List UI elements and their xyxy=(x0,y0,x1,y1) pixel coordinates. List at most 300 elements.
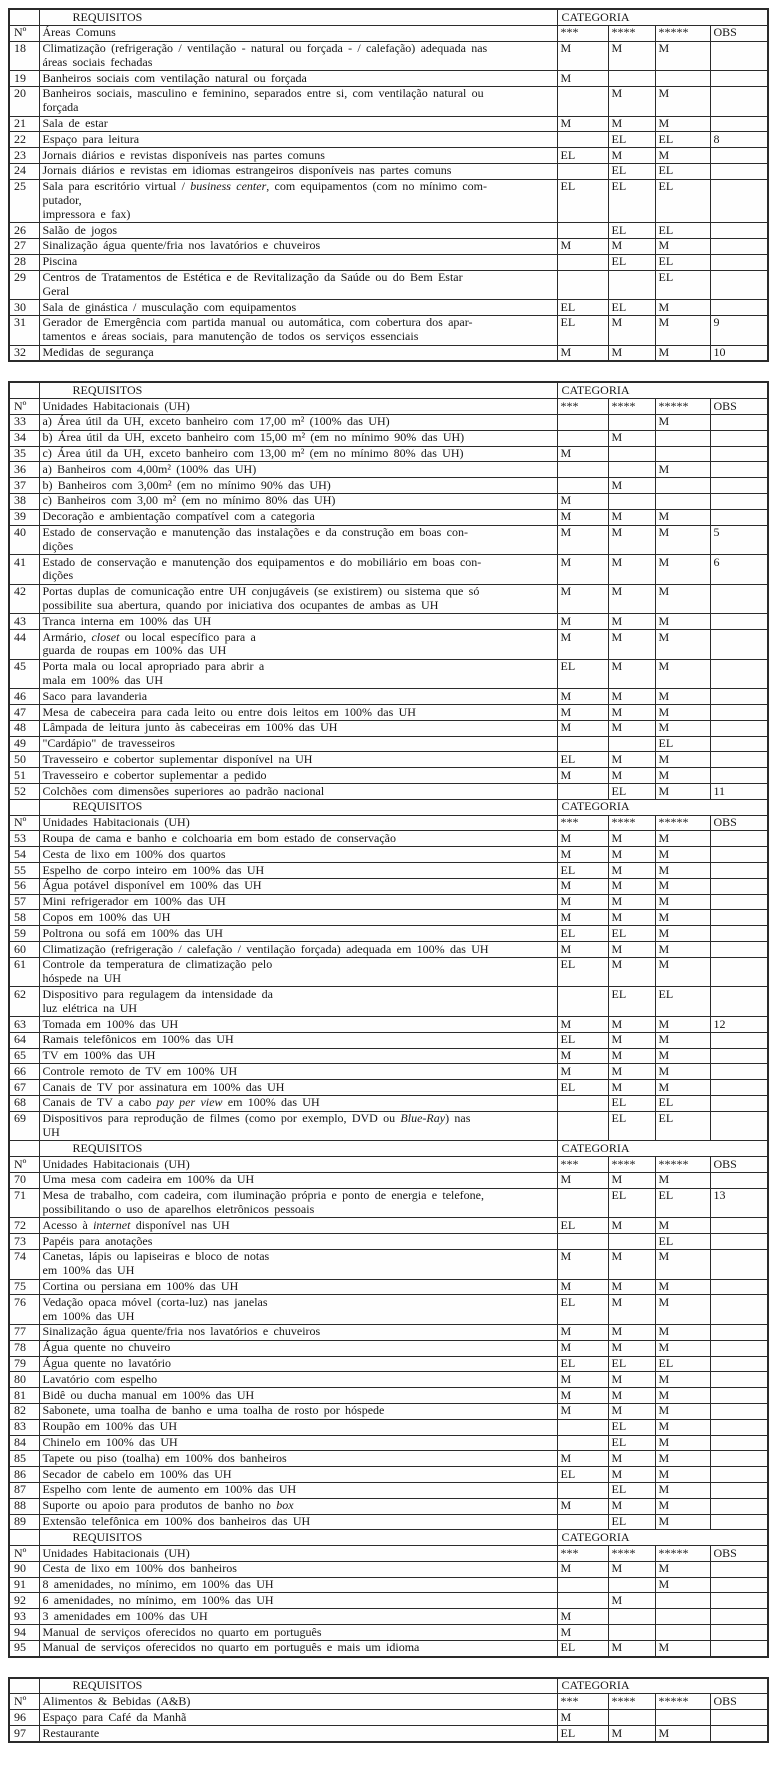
header-group-label: Áreas Comuns xyxy=(39,25,557,41)
cat-5stars-cell xyxy=(655,446,710,462)
header-group-label: Unidades Habitacionais (UH) xyxy=(39,1546,557,1562)
table-row xyxy=(9,630,768,660)
cat-4stars-cell xyxy=(608,493,655,509)
table-row xyxy=(9,1435,768,1451)
requirement-cell: Cesta de lixo em 100% dos quartos xyxy=(39,847,557,863)
cat-3stars-cell xyxy=(557,1188,608,1218)
header-4stars-label: **** xyxy=(608,1694,655,1710)
cat-5stars-cell: M xyxy=(655,689,710,705)
cat-4stars-cell: M xyxy=(608,1064,655,1080)
obs-cell xyxy=(710,584,768,614)
header-num-spacer-cell xyxy=(9,9,39,25)
obs-cell xyxy=(710,254,768,270)
cat-3stars-cell xyxy=(557,987,608,1017)
cat-5stars-cell: M xyxy=(655,1218,710,1234)
requirement-cell: Travesseiro e cobertor suplementar a pedido xyxy=(39,768,557,784)
requirement-cell: Copos em 100% das UH xyxy=(39,910,557,926)
cat-3stars-cell: M xyxy=(557,345,608,361)
obs-cell xyxy=(710,1577,768,1593)
table-row xyxy=(9,1726,768,1742)
cat-5stars-cell: M xyxy=(655,847,710,863)
cat-4stars-cell: M xyxy=(608,1080,655,1096)
header-requisitos-label: REQUISITOS xyxy=(39,1678,557,1694)
cat-4stars-cell: M xyxy=(608,768,655,784)
table-row xyxy=(9,987,768,1017)
header-num-label: Nº xyxy=(9,1157,39,1173)
requirements-table-alimentos-bebidas xyxy=(8,1677,769,1743)
cat-4stars-cell xyxy=(608,1234,655,1250)
table-row xyxy=(9,493,768,509)
requirement-cell: Manual de serviços oferecidos no quarto em português xyxy=(39,1625,557,1641)
cat-3stars-cell: M xyxy=(557,689,608,705)
row-number-cell: 48 xyxy=(9,720,39,736)
obs-cell xyxy=(710,614,768,630)
table-row xyxy=(9,910,768,926)
cat-5stars-cell: M xyxy=(655,1372,710,1388)
cat-5stars-cell: M xyxy=(655,863,710,879)
cat-3stars-cell: EL xyxy=(557,1218,608,1234)
cat-3stars-cell: M xyxy=(557,41,608,71)
cat-4stars-cell: M xyxy=(608,1249,655,1279)
row-number-cell: 40 xyxy=(9,525,39,555)
cat-3stars-cell: M xyxy=(557,1279,608,1295)
cat-5stars-cell: M xyxy=(655,705,710,721)
cat-5stars-cell: M xyxy=(655,1017,710,1033)
cat-4stars-cell xyxy=(608,446,655,462)
header-requisitos-label: REQUISITOS xyxy=(39,382,557,398)
obs-cell xyxy=(710,720,768,736)
cat-3stars-cell: M xyxy=(557,1710,608,1726)
header-3stars-label: *** xyxy=(557,1157,608,1173)
obs-cell: 6 xyxy=(710,555,768,585)
row-number-cell: 84 xyxy=(9,1435,39,1451)
cat-3stars-cell: M xyxy=(557,238,608,254)
table-row xyxy=(9,1111,768,1141)
requirement-cell: Armário, closet ou local específico para a guarda de roupas em 100% das UH xyxy=(39,630,557,660)
row-number-cell: 27 xyxy=(9,238,39,254)
cat-4stars-cell: EL xyxy=(608,1188,655,1218)
table-row xyxy=(9,878,768,894)
cat-3stars-cell: EL xyxy=(557,1467,608,1483)
row-number-cell: 60 xyxy=(9,942,39,958)
requirement-cell: Sala de ginástica / musculação com equipamentos xyxy=(39,300,557,316)
header-obs-label: OBS xyxy=(710,1694,768,1710)
header-4stars-label: **** xyxy=(608,25,655,41)
requirement-cell: Espelho de corpo inteiro em 100% das UH xyxy=(39,863,557,879)
requirements-table-unidades-habitacionais xyxy=(8,381,769,1657)
cat-3stars-cell: EL xyxy=(557,863,608,879)
obs-cell xyxy=(710,752,768,768)
row-number-cell: 37 xyxy=(9,478,39,494)
column-header-row xyxy=(9,1157,768,1173)
cat-3stars-cell xyxy=(557,414,608,430)
cat-5stars-cell: M xyxy=(655,1249,710,1279)
requirement-cell: Vedação opaca móvel (corta-luz) nas janelas em 100% das UH xyxy=(39,1295,557,1325)
header-num-label: Nº xyxy=(9,815,39,831)
row-number-cell: 25 xyxy=(9,179,39,222)
obs-cell xyxy=(710,1609,768,1625)
cat-5stars-cell xyxy=(655,1710,710,1726)
requirement-cell: Dispositivo para regulagem da intensidade da luz elétrica na UH xyxy=(39,987,557,1017)
cat-4stars-cell: M xyxy=(608,1340,655,1356)
cat-5stars-cell: EL xyxy=(655,1356,710,1372)
requirement-cell: Piscina xyxy=(39,254,557,270)
row-number-cell: 93 xyxy=(9,1609,39,1625)
obs-cell xyxy=(710,1340,768,1356)
cat-5stars-cell xyxy=(655,1609,710,1625)
cat-4stars-cell: M xyxy=(608,1048,655,1064)
cat-5stars-cell: M xyxy=(655,1467,710,1483)
requirement-cell: Dispositivos para reprodução de filmes (como por exemplo, DVD ou Blue-Ray) nas UH xyxy=(39,1111,557,1141)
cat-4stars-cell: M xyxy=(608,1467,655,1483)
cat-3stars-cell xyxy=(557,132,608,148)
table-row xyxy=(9,1218,768,1234)
table-row xyxy=(9,71,768,87)
table-row xyxy=(9,1514,768,1530)
requirement-cell: b) Área útil da UH, exceto banheiro com 15,00 m² (em no mínimo 90% das UH) xyxy=(39,430,557,446)
cat-3stars-cell: M xyxy=(557,1372,608,1388)
table-row xyxy=(9,1295,768,1325)
cat-3stars-cell: M xyxy=(557,525,608,555)
table-row xyxy=(9,1561,768,1577)
row-number-cell: 79 xyxy=(9,1356,39,1372)
cat-3stars-cell xyxy=(557,1435,608,1451)
row-number-cell: 36 xyxy=(9,462,39,478)
row-number-cell: 86 xyxy=(9,1467,39,1483)
cat-5stars-cell: M xyxy=(655,1340,710,1356)
table-row xyxy=(9,116,768,132)
requirement-cell: Sala de estar xyxy=(39,116,557,132)
table-row xyxy=(9,148,768,164)
cat-4stars-cell: M xyxy=(608,116,655,132)
obs-cell xyxy=(710,831,768,847)
cat-5stars-cell: M xyxy=(655,614,710,630)
row-number-cell: 59 xyxy=(9,926,39,942)
cat-5stars-cell: M xyxy=(655,555,710,585)
obs-cell xyxy=(710,1419,768,1435)
requirement-cell: 3 amenidades em 100% das UH xyxy=(39,1609,557,1625)
header-obs-label: OBS xyxy=(710,399,768,415)
row-number-cell: 61 xyxy=(9,957,39,987)
obs-cell xyxy=(710,987,768,1017)
row-number-cell: 64 xyxy=(9,1032,39,1048)
obs-cell xyxy=(710,163,768,179)
cat-5stars-cell: M xyxy=(655,1577,710,1593)
cat-5stars-cell: M xyxy=(655,238,710,254)
table-row xyxy=(9,1609,768,1625)
row-number-cell: 19 xyxy=(9,71,39,87)
cat-5stars-cell: M xyxy=(655,1388,710,1404)
requirement-cell: Jornais diários e revistas disponíveis nas partes comuns xyxy=(39,148,557,164)
table-row xyxy=(9,1403,768,1419)
cat-5stars-cell xyxy=(655,1625,710,1641)
header-num-spacer-cell xyxy=(9,1141,39,1157)
cat-4stars-cell: M xyxy=(608,41,655,71)
table-row xyxy=(9,1249,768,1279)
obs-cell xyxy=(710,238,768,254)
requirement-cell: c) Banheiros com 3,00 m² (em no mínimo 80% das UH) xyxy=(39,493,557,509)
cat-5stars-cell xyxy=(655,493,710,509)
cat-5stars-cell: M xyxy=(655,1324,710,1340)
requirement-cell: Espaço para leitura xyxy=(39,132,557,148)
cat-3stars-cell: EL xyxy=(557,659,608,689)
obs-cell xyxy=(710,223,768,239)
obs-cell: 11 xyxy=(710,784,768,800)
requirement-cell: Extensão telefônica em 100% dos banheiros das UH xyxy=(39,1514,557,1530)
row-number-cell: 58 xyxy=(9,910,39,926)
requirement-cell: Climatização (refrigeração / ventilação - natural ou forçada - / calefação) adequada nas áreas sociais fechadas xyxy=(39,41,557,71)
cat-3stars-cell: M xyxy=(557,116,608,132)
table-row xyxy=(9,1340,768,1356)
row-number-cell: 34 xyxy=(9,430,39,446)
row-number-cell: 95 xyxy=(9,1640,39,1656)
cat-3stars-cell xyxy=(557,223,608,239)
requirement-cell: Gerador de Emergência com partida manual ou automática, com cobertura dos apar- tamentos e áreas sociais, para manutenção de todos os serviços essenciais xyxy=(39,315,557,345)
row-number-cell: 91 xyxy=(9,1577,39,1593)
cat-3stars-cell xyxy=(557,254,608,270)
row-number-cell: 52 xyxy=(9,784,39,800)
header-group-label: Alimentos & Bebidas (A&B) xyxy=(39,1694,557,1710)
table-row xyxy=(9,223,768,239)
row-number-cell: 47 xyxy=(9,705,39,721)
requirement-cell: Canais de TV por assinatura em 100% das UH xyxy=(39,1080,557,1096)
row-number-cell: 63 xyxy=(9,1017,39,1033)
requirement-cell: Bidê ou ducha manual em 100% das UH xyxy=(39,1388,557,1404)
row-number-cell: 69 xyxy=(9,1111,39,1141)
cat-5stars-cell: M xyxy=(655,525,710,555)
header-obs-label: OBS xyxy=(710,815,768,831)
table-row xyxy=(9,863,768,879)
requirement-cell: Jornais diários e revistas em idiomas estrangeiros disponíveis nas partes comuns xyxy=(39,163,557,179)
requirement-cell: Canais de TV a cabo pay per view em 100% das UH xyxy=(39,1095,557,1111)
obs-cell xyxy=(710,414,768,430)
header-categoria-label: CATEGORIA xyxy=(557,9,768,25)
requirement-cell: Porta mala ou local apropriado para abrir a mala em 100% das UH xyxy=(39,659,557,689)
obs-cell xyxy=(710,1080,768,1096)
cat-3stars-cell: EL xyxy=(557,752,608,768)
cat-4stars-cell: M xyxy=(608,1032,655,1048)
header-obs-label: OBS xyxy=(710,25,768,41)
requirement-cell: Controle da temperatura de climatização pelo hóspede na UH xyxy=(39,957,557,987)
cat-3stars-cell xyxy=(557,736,608,752)
section-header-row xyxy=(9,9,768,25)
cat-3stars-cell: EL xyxy=(557,1295,608,1325)
header-group-label: Unidades Habitacionais (UH) xyxy=(39,815,557,831)
cat-3stars-cell: M xyxy=(557,705,608,721)
header-3stars-label: *** xyxy=(557,1694,608,1710)
row-number-cell: 45 xyxy=(9,659,39,689)
table-row xyxy=(9,478,768,494)
row-number-cell: 62 xyxy=(9,987,39,1017)
cat-3stars-cell: M xyxy=(557,1064,608,1080)
row-number-cell: 38 xyxy=(9,493,39,509)
cat-4stars-cell: EL xyxy=(608,223,655,239)
row-number-cell: 22 xyxy=(9,132,39,148)
section-header-row xyxy=(9,382,768,398)
cat-3stars-cell: M xyxy=(557,1324,608,1340)
cat-3stars-cell: EL xyxy=(557,1080,608,1096)
row-number-cell: 73 xyxy=(9,1234,39,1250)
row-number-cell: 42 xyxy=(9,584,39,614)
header-categoria-label: CATEGORIA xyxy=(557,1141,768,1157)
obs-cell xyxy=(710,1064,768,1080)
cat-5stars-cell: M xyxy=(655,315,710,345)
obs-cell xyxy=(710,1111,768,1141)
row-number-cell: 28 xyxy=(9,254,39,270)
cat-4stars-cell: EL xyxy=(608,1419,655,1435)
cat-3stars-cell xyxy=(557,1095,608,1111)
cat-5stars-cell: M xyxy=(655,86,710,116)
cat-4stars-cell: M xyxy=(608,478,655,494)
header-categoria-label: CATEGORIA xyxy=(557,382,768,398)
obs-cell xyxy=(710,430,768,446)
row-number-cell: 90 xyxy=(9,1561,39,1577)
cat-4stars-cell: EL xyxy=(608,1111,655,1141)
header-requisitos-label: REQUISITOS xyxy=(39,1530,557,1546)
requirement-cell: Restaurante xyxy=(39,1726,557,1742)
cat-5stars-cell: M xyxy=(655,345,710,361)
header-categoria-label: CATEGORIA xyxy=(557,1678,768,1694)
table-row xyxy=(9,768,768,784)
row-number-cell: 67 xyxy=(9,1080,39,1096)
cat-5stars-cell: EL xyxy=(655,254,710,270)
cat-5stars-cell: M xyxy=(655,1640,710,1656)
obs-cell xyxy=(710,1514,768,1530)
cat-3stars-cell: M xyxy=(557,768,608,784)
cat-3stars-cell xyxy=(557,1514,608,1530)
table-row xyxy=(9,926,768,942)
cat-3stars-cell: M xyxy=(557,1561,608,1577)
header-num-label: Nº xyxy=(9,1694,39,1710)
row-number-cell: 74 xyxy=(9,1249,39,1279)
header-5stars-label: ***** xyxy=(655,1157,710,1173)
cat-3stars-cell xyxy=(557,462,608,478)
cat-4stars-cell: EL xyxy=(608,1435,655,1451)
obs-cell xyxy=(710,1032,768,1048)
cat-4stars-cell: M xyxy=(608,1372,655,1388)
table-row xyxy=(9,270,768,300)
section-header-row xyxy=(9,1141,768,1157)
obs-cell xyxy=(710,1324,768,1340)
cat-4stars-cell: M xyxy=(608,1561,655,1577)
obs-cell xyxy=(710,1435,768,1451)
cat-5stars-cell: M xyxy=(655,910,710,926)
cat-4stars-cell: M xyxy=(608,863,655,879)
row-number-cell: 66 xyxy=(9,1064,39,1080)
cat-4stars-cell xyxy=(608,414,655,430)
cat-4stars-cell: EL xyxy=(608,132,655,148)
table-row xyxy=(9,1172,768,1188)
header-num-spacer-cell xyxy=(9,382,39,398)
header-obs-label: OBS xyxy=(710,1157,768,1173)
row-number-cell: 68 xyxy=(9,1095,39,1111)
cat-4stars-cell: M xyxy=(608,705,655,721)
requirement-cell: Manual de serviços oferecidos no quarto em português e mais um idioma xyxy=(39,1640,557,1656)
cat-5stars-cell: M xyxy=(655,584,710,614)
table-row xyxy=(9,555,768,585)
requirement-cell: Decoração e ambientação compatível com a categoria xyxy=(39,509,557,525)
requirement-cell: Saco para lavanderia xyxy=(39,689,557,705)
row-number-cell: 83 xyxy=(9,1419,39,1435)
table-row xyxy=(9,300,768,316)
row-number-cell: 31 xyxy=(9,315,39,345)
table-row xyxy=(9,1625,768,1641)
cat-3stars-cell: M xyxy=(557,493,608,509)
cat-5stars-cell: M xyxy=(655,509,710,525)
cat-4stars-cell: M xyxy=(608,509,655,525)
row-number-cell: 18 xyxy=(9,41,39,71)
obs-cell xyxy=(710,179,768,222)
cat-5stars-cell: EL xyxy=(655,132,710,148)
row-number-cell: 55 xyxy=(9,863,39,879)
cat-5stars-cell: M xyxy=(655,1514,710,1530)
cat-4stars-cell: EL xyxy=(608,1482,655,1498)
table-row xyxy=(9,1188,768,1218)
table-row xyxy=(9,1710,768,1726)
cat-3stars-cell: M xyxy=(557,1249,608,1279)
requirement-cell: Água quente no chuveiro xyxy=(39,1340,557,1356)
cat-3stars-cell: M xyxy=(557,1388,608,1404)
requirement-cell: TV em 100% das UH xyxy=(39,1048,557,1064)
obs-cell xyxy=(710,493,768,509)
table-row xyxy=(9,1482,768,1498)
cat-3stars-cell: M xyxy=(557,630,608,660)
cat-3stars-cell: M xyxy=(557,1403,608,1419)
cat-5stars-cell: M xyxy=(655,1419,710,1435)
requirements-table-areas-comuns xyxy=(8,8,769,362)
cat-3stars-cell: M xyxy=(557,509,608,525)
table-row xyxy=(9,784,768,800)
cat-4stars-cell: EL xyxy=(608,179,655,222)
header-4stars-label: **** xyxy=(608,1546,655,1562)
cat-5stars-cell: M xyxy=(655,462,710,478)
obs-cell xyxy=(710,1451,768,1467)
row-number-cell: 80 xyxy=(9,1372,39,1388)
obs-cell xyxy=(710,847,768,863)
table-row xyxy=(9,414,768,430)
cat-3stars-cell: M xyxy=(557,847,608,863)
cat-5stars-cell: M xyxy=(655,148,710,164)
cat-5stars-cell: M xyxy=(655,831,710,847)
cat-5stars-cell: EL xyxy=(655,270,710,300)
table-row xyxy=(9,1279,768,1295)
cat-5stars-cell: M xyxy=(655,630,710,660)
obs-cell xyxy=(710,1625,768,1641)
obs-cell xyxy=(710,509,768,525)
cat-4stars-cell: M xyxy=(608,1388,655,1404)
header-requisitos-label: REQUISITOS xyxy=(39,1141,557,1157)
row-number-cell: 39 xyxy=(9,509,39,525)
row-number-cell: 71 xyxy=(9,1188,39,1218)
cat-4stars-cell: M xyxy=(608,1726,655,1742)
cat-4stars-cell: M xyxy=(608,957,655,987)
header-categoria-label: CATEGORIA xyxy=(557,1530,768,1546)
cat-3stars-cell xyxy=(557,1482,608,1498)
table-row xyxy=(9,41,768,71)
header-3stars-label: *** xyxy=(557,815,608,831)
cat-4stars-cell: EL xyxy=(608,1095,655,1111)
cat-5stars-cell: M xyxy=(655,720,710,736)
header-3stars-label: *** xyxy=(557,25,608,41)
cat-4stars-cell: M xyxy=(608,847,655,863)
cat-4stars-cell: M xyxy=(608,1451,655,1467)
requirement-cell: c) Área útil da UH, exceto banheiro com 13,00 m² (em no mínimo 80% das UH) xyxy=(39,446,557,462)
cat-5stars-cell xyxy=(655,430,710,446)
row-number-cell: 77 xyxy=(9,1324,39,1340)
table-row xyxy=(9,163,768,179)
section-header-row xyxy=(9,799,768,815)
row-number-cell: 72 xyxy=(9,1218,39,1234)
